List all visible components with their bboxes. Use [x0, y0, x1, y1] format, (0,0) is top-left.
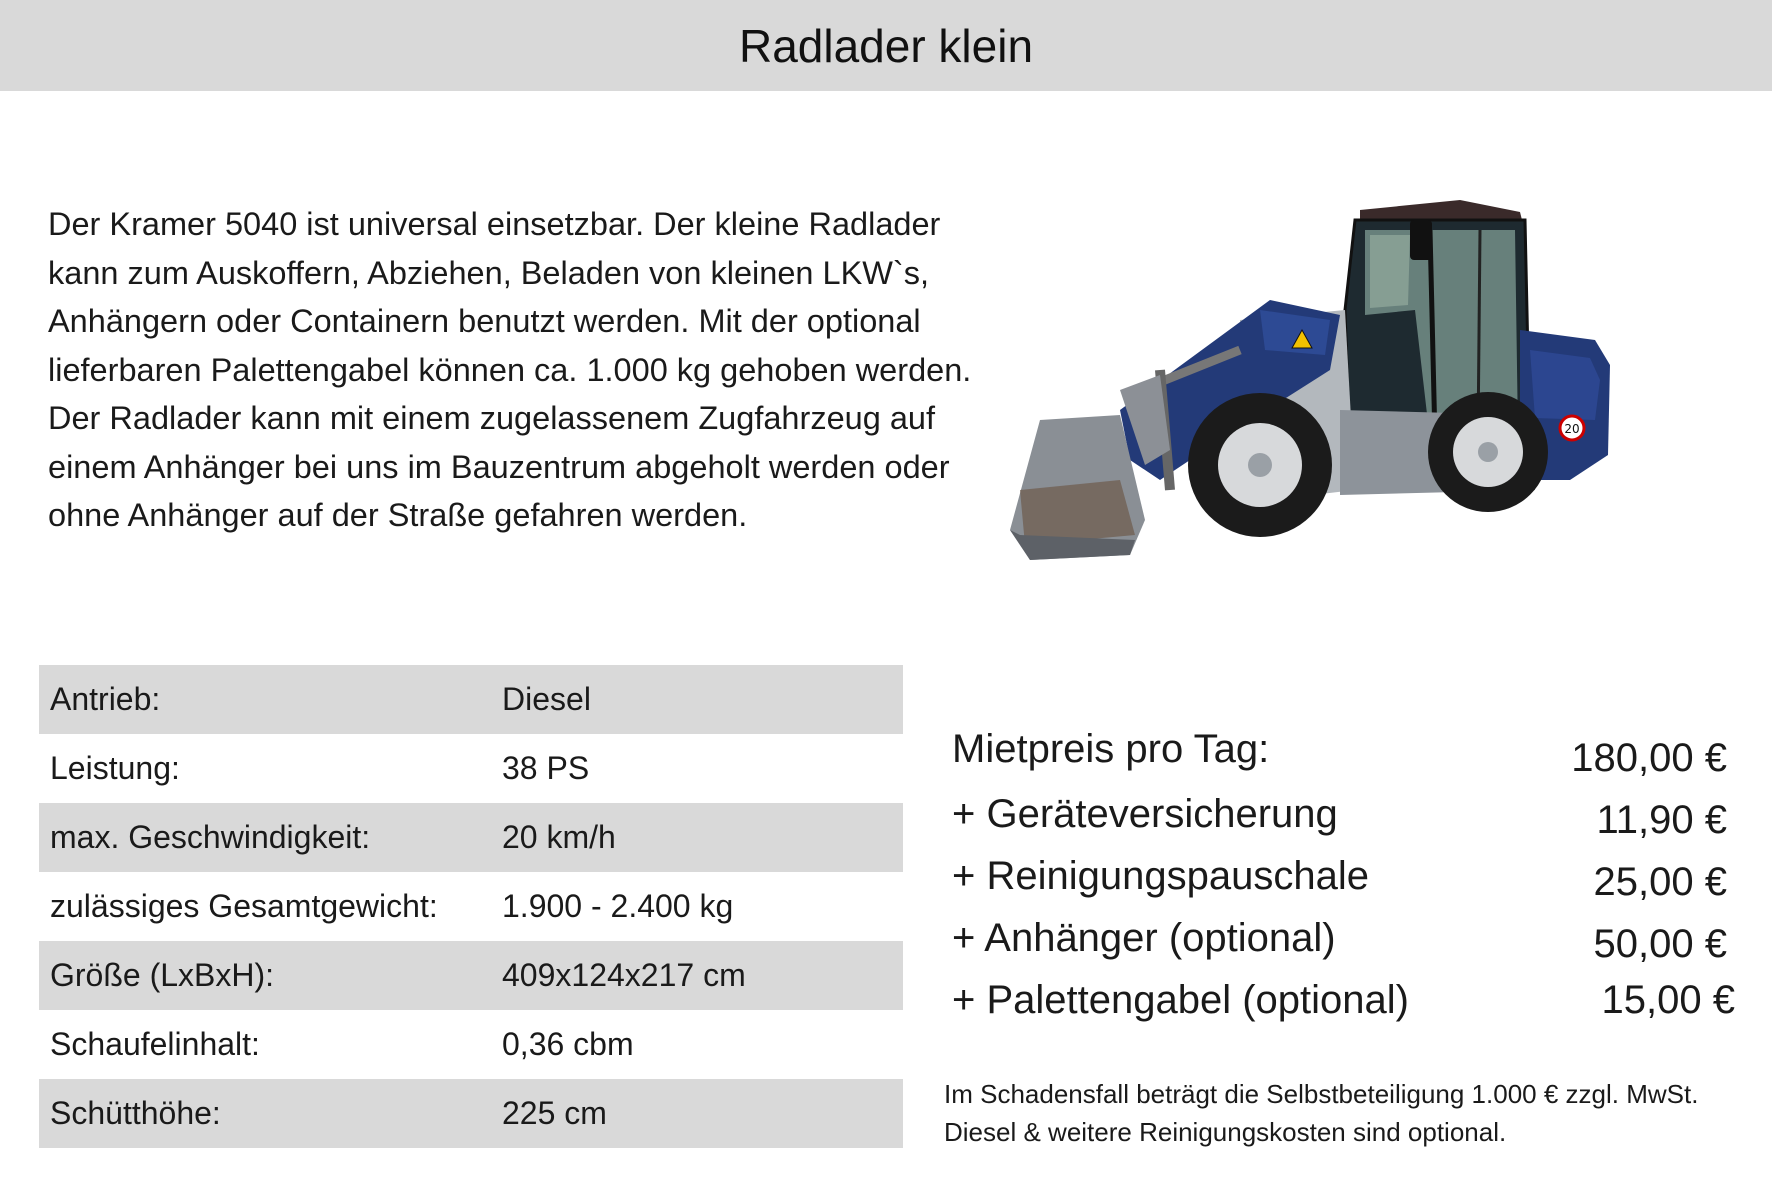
price-row: [952, 978, 1742, 1040]
price-value: 15,00 €: [1601, 978, 1735, 1022]
price-row: [952, 916, 1742, 978]
spec-value: 1.900 - 2.400 kg: [502, 888, 734, 924]
description: [48, 200, 1008, 540]
price-label: Mietpreis pro Tag:: [952, 727, 1270, 771]
spec-row: [39, 803, 903, 872]
spec-label: Schaufelinhalt:: [50, 1026, 260, 1062]
page-title: Radlader klein: [738, 19, 1034, 72]
description-line: Der Radlader kann mit einem zugelassenem Zugfahrzeug auf: [48, 400, 936, 436]
spec-value: 225 cm: [502, 1095, 607, 1131]
spec-label: Leistung:: [50, 750, 180, 786]
spec-label: Schütthöhe:: [50, 1095, 221, 1131]
spec-value: 0,36 cbm: [502, 1026, 634, 1062]
pricing-list: [952, 727, 1742, 1040]
description-line: lieferbaren Palettengabel können ca. 1.000 kg gehoben werden.: [48, 351, 972, 388]
price-value: 50,00 €: [1593, 922, 1727, 966]
note-line: Diesel & weitere Reinigungskosten sind optional.: [944, 1117, 1507, 1147]
price-row: [952, 792, 1742, 854]
price-row: [952, 854, 1742, 916]
spec-value: 38 PS: [502, 750, 590, 786]
specs-table: [39, 665, 903, 1148]
price-label: + Palettengabel (optional): [952, 978, 1409, 1022]
description-line: Anhängern oder Containern benutzt werden. Mit der optional: [48, 303, 921, 339]
price-value: 25,00 €: [1593, 860, 1727, 904]
spec-label: Antrieb:: [50, 681, 161, 717]
spec-label: Größe (LxBxH):: [50, 957, 275, 993]
price-row: [952, 727, 1742, 792]
spec-row: [39, 734, 903, 803]
spec-value: 20 km/h: [502, 819, 616, 855]
spec-row: [39, 872, 903, 941]
spec-row: [39, 1079, 903, 1148]
spec-row: [39, 1010, 903, 1079]
speed-sign-label: 20: [1564, 422, 1580, 436]
description-line: ohne Anhänger auf der Straße gefahren werden.: [48, 497, 748, 533]
header-bar: [0, 0, 1772, 91]
price-label: + Reinigungspauschale: [952, 854, 1369, 898]
note-line: Im Schadensfall beträgt die Selbstbeteiligung 1.000 € zzgl. MwSt.: [944, 1079, 1699, 1109]
spec-label: zulässiges Gesamtgewicht:: [50, 888, 438, 924]
spec-value: Diesel: [502, 681, 591, 717]
spec-label: max. Geschwindigkeit:: [50, 819, 371, 855]
price-label: + Geräteversicherung: [952, 792, 1338, 836]
price-value: 11,90 €: [1596, 798, 1727, 842]
spec-value: 409x124x217 cm: [502, 957, 746, 993]
spec-row: [39, 665, 903, 734]
description-line: einem Anhänger bei uns im Bauzentrum abgeholt werden oder: [48, 448, 950, 485]
description-line: kann zum Auskoffern, Abziehen, Beladen von kleinen LKW`s,: [48, 254, 930, 291]
spec-row: [39, 941, 903, 1010]
price-value: 180,00 €: [1571, 736, 1727, 780]
description-line: Der Kramer 5040 ist universal einsetzbar. Der kleine Radlader: [48, 206, 941, 242]
wheel-loader-photo: [1010, 190, 1690, 630]
price-label: + Anhänger (optional): [952, 916, 1336, 960]
deductible-note: [944, 1075, 1764, 1151]
